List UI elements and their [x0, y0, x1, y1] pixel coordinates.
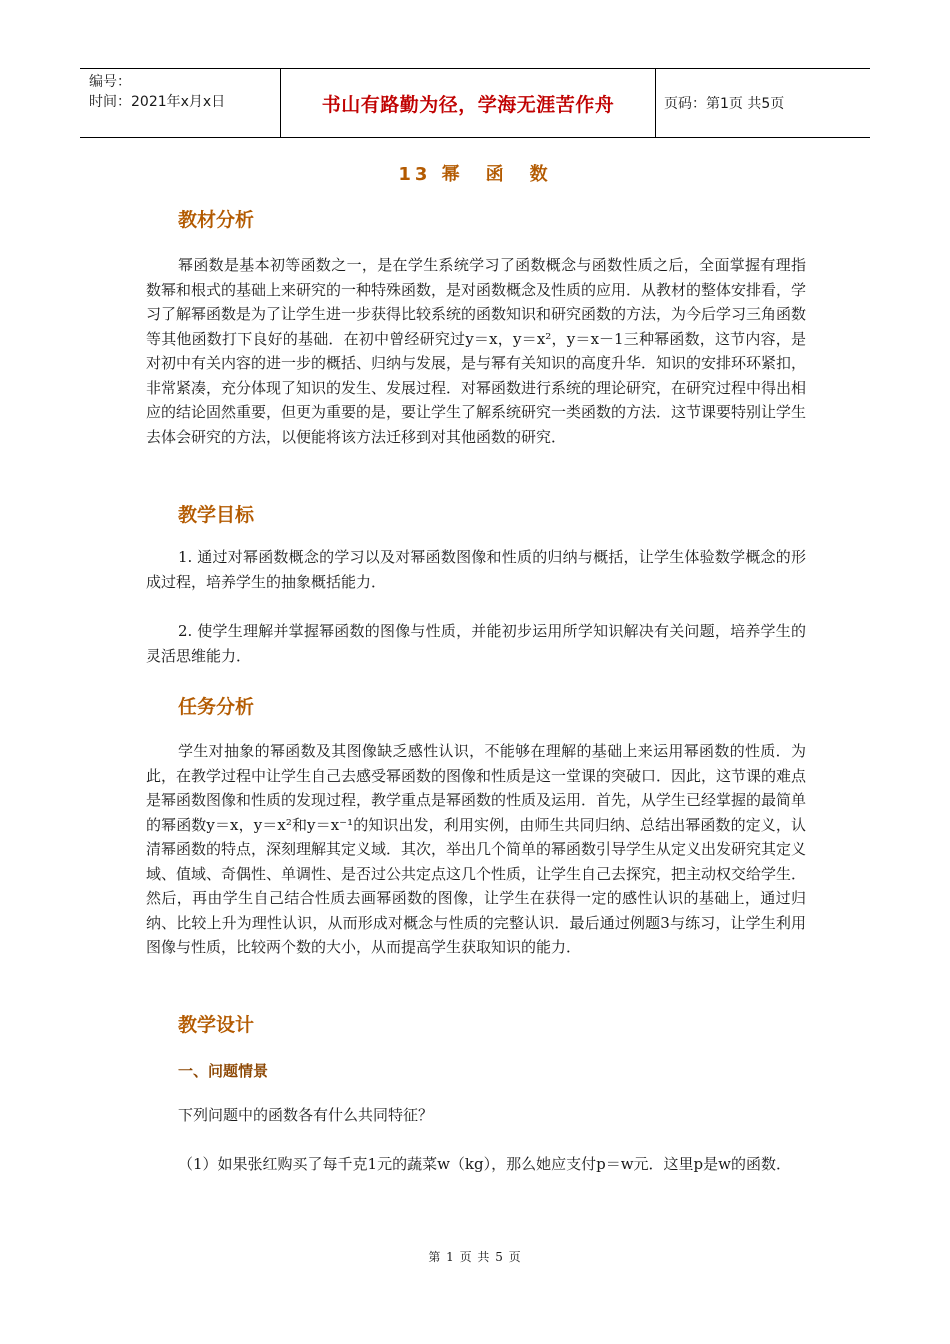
section-heading-goals: 教学目标	[178, 504, 255, 526]
section-heading-tasks: 任务分析	[178, 696, 255, 718]
motto: 书山有路勤为径，学海无涯苦作舟	[281, 69, 656, 137]
number-label: 编号：	[89, 74, 131, 90]
subheading-problem-situation: 一、问题情景	[178, 1062, 269, 1080]
header-table	[80, 68, 870, 138]
tasks-paragraph: 学生对抽象的幂函数及其图像缺乏感性认识，不能够在理解的基础上来运用幂函数的性质．为此，在教学过程中让学生自己去感受幂函数的图像和性质是这一堂课的突破口．因此，这节课的难点是幂函数图像和性质的发现过程，教学重点是幂函数的性质及运用．首先，从学生已经掌握的最简单的幂函数y＝x，y＝x²和y＝x⁻¹的知识出发，利用实例，由师生共同归纳、总结出幂函数的定义，认清幂函数的特点，深刻理解其定义域．其次，举出几个简单的幂函数引导学生从定义出发研究其定义域、值域、奇偶性、单调性、是否过公共定点这几个性质，让学生自己去探究，把主动权交给学生．然后，再由学生自己结合性质去画幂函数的图像，让学生在获得一定的感性认识的基础上，通过归纳、比较上升为理性认识，从而形成对概念与性质的完整认识．最后通过例题3与练习，让学生利用图像与性质，比较两个数的大小，从而提高学生获取知识的能力．	[146, 742, 807, 956]
page-footer: 第 1 页 共 5 页	[428, 1250, 522, 1264]
section-heading-analysis: 教材分析	[178, 209, 255, 231]
date-label: 时间：2021年x月x日	[89, 94, 226, 110]
design-question: 下列问题中的函数各有什么共同特征？	[178, 1106, 434, 1124]
design-item-1: （1）如果张红购买了每千克1元的蔬菜w（kg），那么她应支付p＝w元．这里p是w的函数．	[178, 1155, 792, 1173]
goal-item-1: 1. 通过对幂函数概念的学习以及对幂函数图像和性质的归纳与概括，让学生体验数学概念的形成过程，培养学生的抽象概括能力．	[146, 548, 806, 591]
goal-item-2: 2. 使学生理解并掌握幂函数的图像与性质，并能初步运用所学知识解决有关问题，培养学生的灵活思维能力．	[146, 622, 806, 665]
page-title: 13 幂 函 数	[398, 164, 552, 185]
analysis-paragraph: 幂函数是基本初等函数之一，是在学生系统学习了函数概念与函数性质之后，全面掌握有理指数幂和根式的基础上来研究的一种特殊函数，是对函数概念及性质的应用．从教材的整体安排看，学习了解幂函数是为了让学生进一步获得比较系统的函数知识和研究函数的方法，为今后学习三角函数等其他函数打下良好的基础．在初中曾经研究过y＝x，y＝x²，y＝x－1三种幂函数，这节内容，是对初中有关内容的进一步的概括、归纳与发展，是与幂有关知识的高度升华．知识的安排环环紧扣，非常紧凑，充分体现了知识的发生、发展过程．对幂函数进行系统的理论研究，在研究过程中得出相应的结论固然重要，但更为重要的是，要让学生了解系统研究一类函数的方法．这节课要特别让学生去体会研究的方法，以便能将该方法迁移到对其他函数的研究．	[146, 256, 807, 446]
page-label: 页码：第1页 共5页	[664, 96, 785, 112]
section-heading-design: 教学设计	[178, 1014, 255, 1036]
header-left-cell	[80, 69, 281, 137]
